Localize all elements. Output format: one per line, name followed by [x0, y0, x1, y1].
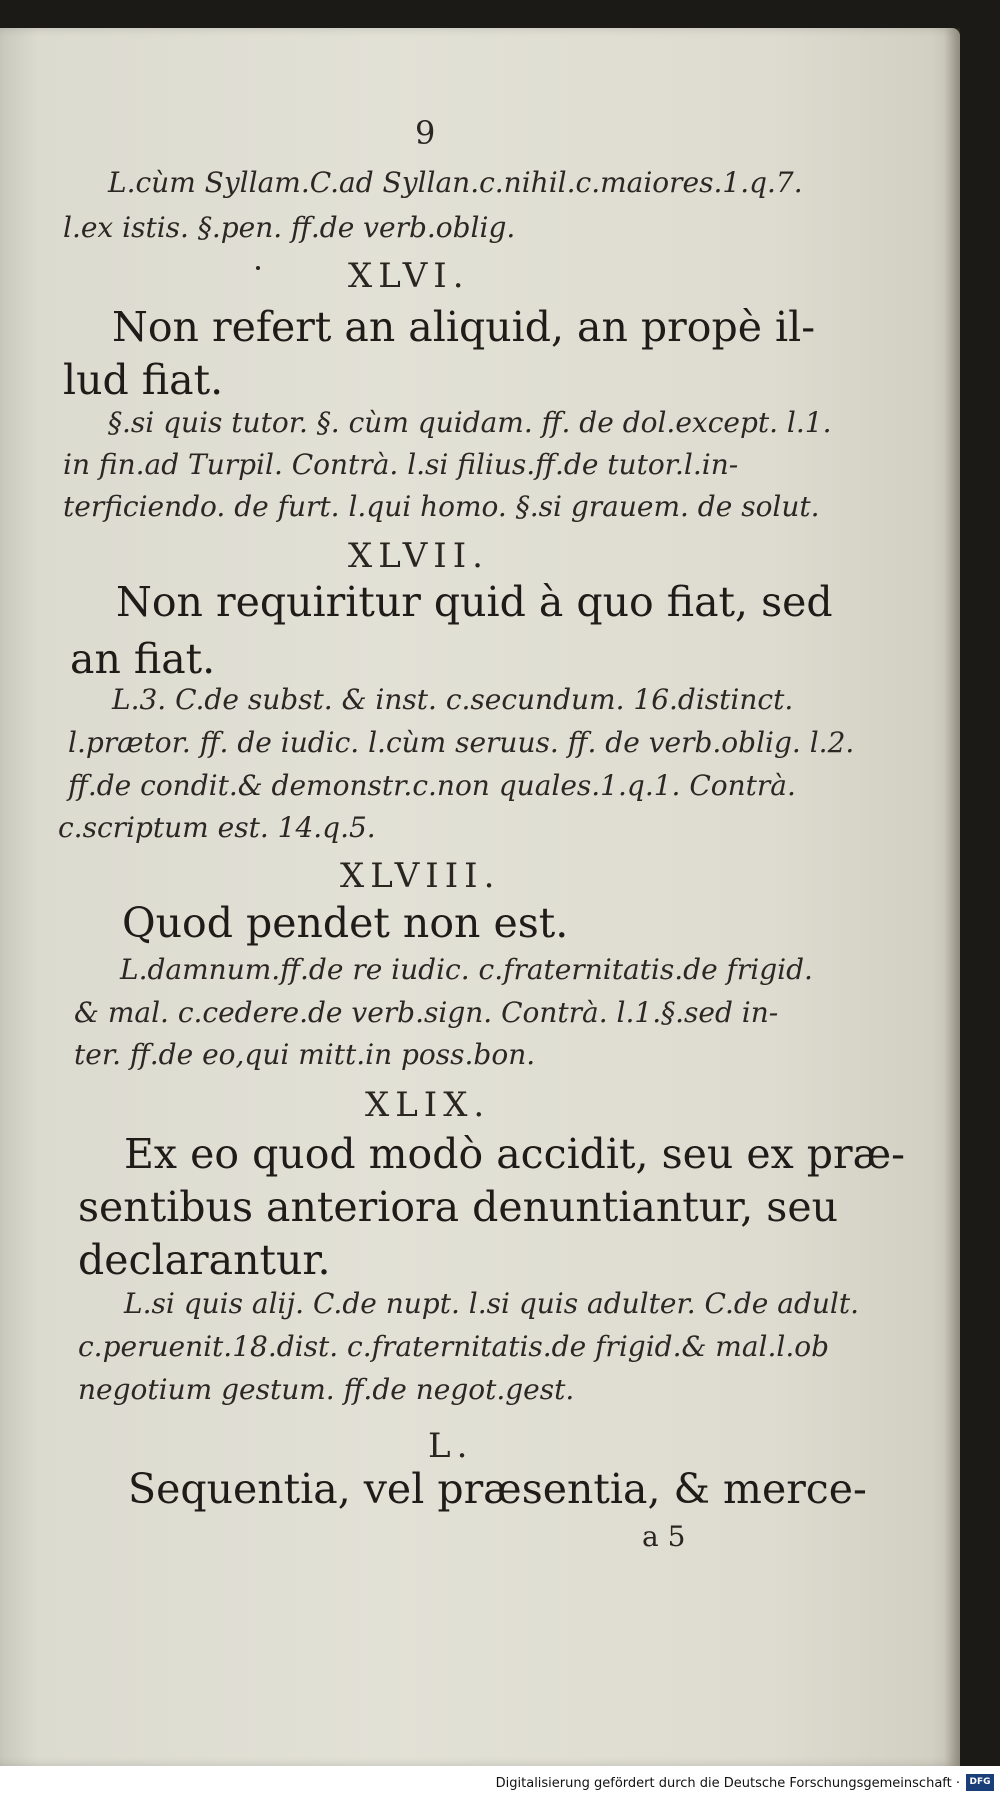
- digitization-footer: [0, 1766, 1000, 1801]
- rule-numeral: XLVII.: [348, 536, 489, 576]
- funding-credit: Digitalisierung gefördert durch die Deutsche Forschungsgemeinschaft ·: [495, 1776, 960, 1791]
- page-edge-shadow: [944, 28, 960, 1766]
- stray-mark: [256, 266, 260, 270]
- rule-text-line: Sequentia, vel præsentia, & merce-: [128, 1465, 867, 1513]
- rule-numeral: XLIX.: [365, 1085, 491, 1125]
- reference-line: L.damnum.ff.de re iudic. c.fraternitatis.de frigid.: [120, 953, 813, 986]
- reference-line: L.cùm Syllam.C.ad Syllan.c.nihil.c.maiores.1.q.7.: [108, 166, 803, 199]
- rule-text-line: Ex eo quod modò accidit, seu ex præ-: [124, 1130, 905, 1178]
- signature-mark: a 5: [642, 1520, 686, 1553]
- page-number: 9: [415, 114, 436, 152]
- reference-line: ter. ff.de eo,qui mitt.in poss.bon.: [74, 1038, 536, 1071]
- rule-text-line: declarantur.: [78, 1236, 331, 1284]
- rule-text-line: lud fiat.: [63, 356, 224, 404]
- reference-line: ff.de condit.& demonstr.c.non quales.1.q.1. Contrà.: [68, 769, 796, 802]
- reference-line: c.peruenit.18.dist. c.fraternitatis.de frigid.& mal.l.ob: [78, 1330, 830, 1363]
- reference-line: c.scriptum est. 14.q.5.: [58, 811, 376, 844]
- reference-line: terficiendo. de furt. l.qui homo. §.si grauem. de solut.: [63, 490, 820, 523]
- reference-line: L.3. C.de subst. & inst. c.secundum. 16.distinct.: [112, 683, 794, 716]
- reference-line: §.si quis tutor. §. cùm quidam. ff. de dol.except. l.1.: [108, 406, 832, 439]
- rule-numeral: XLVIII.: [340, 856, 501, 896]
- reference-line: in fin.ad Turpil. Contrà. l.si filius.ff.de tutor.l.in-: [63, 448, 739, 481]
- rule-text-line: sentibus anteriora denuntiantur, seu: [78, 1183, 839, 1231]
- reference-line: l.ex istis. §.pen. ff.de verb.oblig.: [63, 211, 516, 244]
- reference-line: & mal. c.cedere.de verb.sign. Contrà. l.1.§.sed in-: [74, 996, 779, 1029]
- rule-numeral: XLVI.: [348, 256, 470, 296]
- rule-text-line: Non refert an aliquid, an propè il-: [112, 303, 816, 351]
- rule-text-line: an fiat.: [70, 635, 216, 683]
- reference-line: negotium gestum. ff.de negot.gest.: [78, 1373, 575, 1406]
- book-page: [0, 28, 960, 1766]
- rule-text-line: Quod pendet non est.: [122, 899, 569, 947]
- dfg-logo: DFG: [966, 1774, 994, 1791]
- rule-text-line: Non requiritur quid à quo fiat, sed: [116, 578, 833, 626]
- rule-numeral: L.: [428, 1426, 474, 1466]
- reference-line: l.prætor. ff. de iudic. l.cùm seruus. ff. de verb.oblig. l.2.: [68, 726, 855, 759]
- reference-line: L.si quis alij. C.de nupt. l.si quis adulter. C.de adult.: [124, 1287, 860, 1320]
